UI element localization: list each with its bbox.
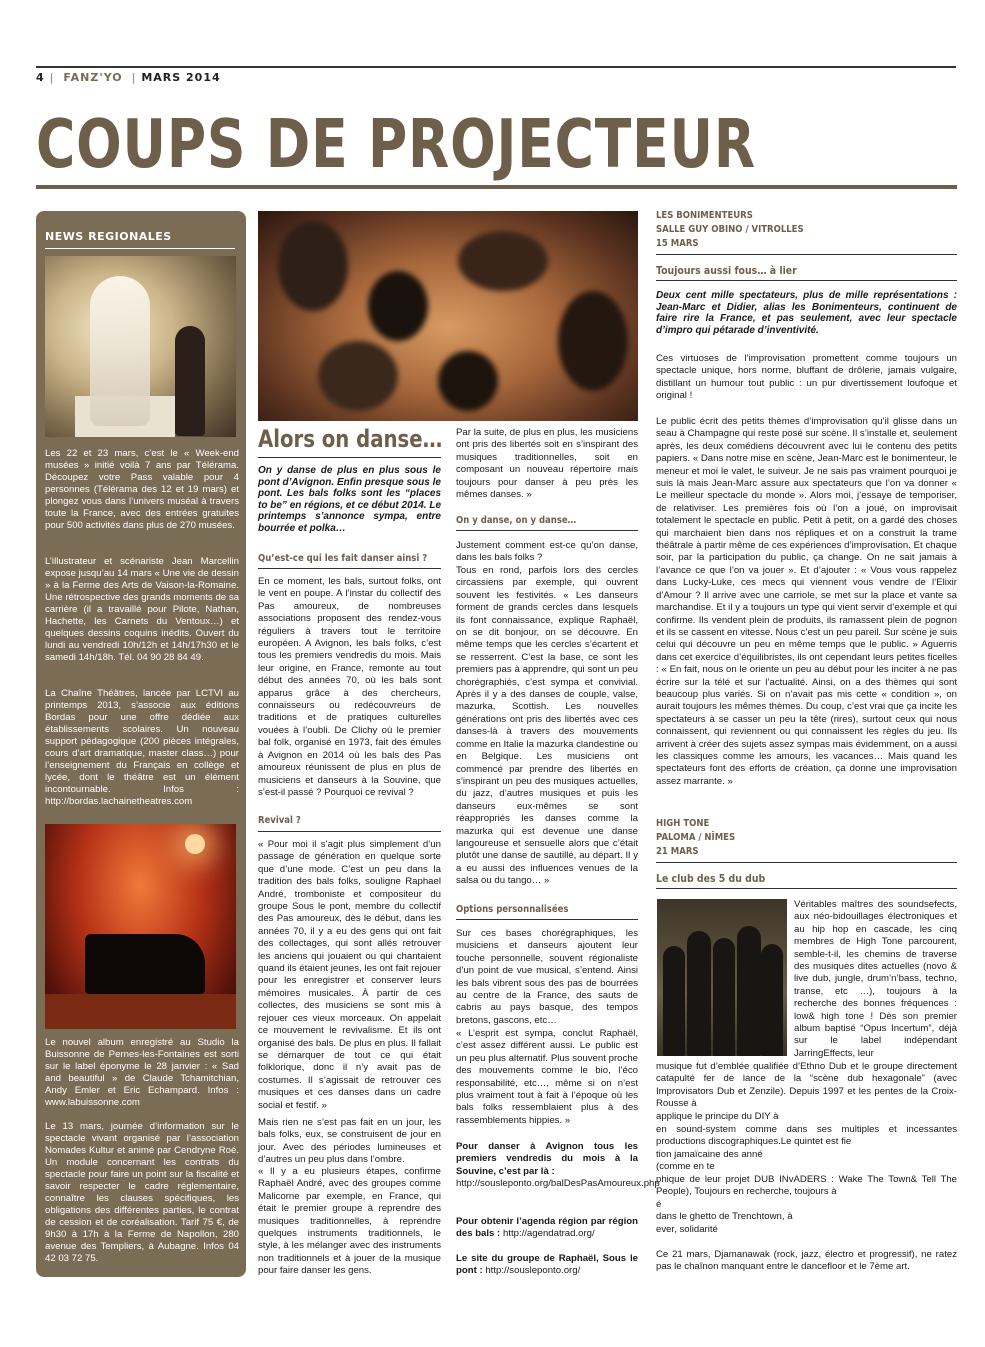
news-item-4: Le nouvel album enregistré au Studio la Buissonne de Pernes-les-Fontaines est sorti sur le label éponyme le 28 janvier : « Sad and beautiful » de Claude Tchamitchian, Andy Emler et Eric Echampard. Infos : www.labuissonne.com: [45, 1037, 239, 1108]
danse-body-2b: Mais rien ne s’est pas fait en un jour, les bals folks, eux, se construisent de jour en jour. Avec des périodes lumineuses et d’autres un peu plus dans l’ombre.: [258, 1117, 441, 1166]
boni-kicker-1: LES BONIMENTEURS: [656, 210, 753, 221]
info-avignon-link[interactable]: http://sousleponto.org/balDesPasAmoureux.php: [456, 1178, 660, 1190]
issue-date: MARS 2014: [141, 71, 221, 84]
danse-sub-3: On y danse, on y danse…: [456, 515, 577, 526]
title-rule: [36, 185, 957, 189]
news-item-1: Les 22 et 23 mars, c’est le « Week-end musées » initié voilà 7 ans par Télérama. Découpez votre Pass valable pour 4 personnes (Télérama des 12 et 19 mars) et plongez vous dans l’univers muséal à travers toute la France, avec des entrées gratuites pour 500 activités dans plus de 270 musées.: [45, 448, 239, 531]
info-avignon: Pour danser à Avignon tous les premiers vendredis du mois à la Souvine, c’est par là : http://sousleponto.org/balDesPasAmoureux.php: [456, 1141, 660, 1190]
boni-kicker-2: SALLE GUY OBINO / VITROLLES: [656, 224, 804, 235]
danse-col3-b: Justement comment est-ce qu’on danse, dans les bals folks ?: [456, 540, 638, 564]
hightone-kicker-3: 21 MARS: [656, 846, 699, 857]
danse-body-2c: « Il y a eu plusieurs étapes, confirme Raphaël André, avec des groupes comme Malicorne par exemple, en France, qui était le premier groupe à reprendre des musiques traditionnelles, à reprendre quelques instruments traditionnels, le style, à les mélanger avec des instruments non traditionnels et à jouer de la musique pour faire danser les gens.: [258, 1166, 441, 1277]
danse-col3-d: Sur ces bases chorégraphiques, les musiciens et danseurs ajoutent leur touche personnelle, souvent régionaliste d’un point de vue musical, s’entend. Ainsi les bals vibrent sous des pas de bourrées au centre de la France, des sauts de cabris au pays basque, des tempos bretons, gascons, etc…: [456, 928, 638, 1026]
page-header: 4 | FANZ'YO | MARS 2014: [36, 71, 221, 84]
hightone-fragment: ever, solidarité: [656, 1224, 718, 1235]
news-heading: NEWS REGIONALES: [45, 230, 172, 243]
hightone-full-text: musique fut d’emblée qualifiée d’Ethno Dub et le groupe directement catapulté fer de lance de la “scène dub hexagonale” (avec Improvisators Dub et Zenzile). Depuis 1997 et les pentes de la Croix-Rousse à: [656, 1061, 957, 1110]
hightone-side-text: Véritables maîtres des soundsefects, aux néo-bidouillages électroniques et au hip hop en cascade, les cinq membres de High Tone parcourent, semble-t-il, les chemins de traverse des musiques dites actuelles (novo & live dub, jungle, drum’n’bass, techno, transe, etc …), toujours à la recherche des bonnes fréquences : low& high tone ! Dès son premier album baptisé “Opus Incertum”, déjà sur le label indépendant JarringEffects, leur: [794, 899, 957, 1059]
news-item-3: La Chaîne Théâtres, lancée par LCTVI au printemps 2013, s’associe aux éditions Bordas pour une offre dédiée aux établissements scolaires. Un nouveau support pédagogique (200 pièces intégrales, cours d’art dramatique, master class…) pour l’enseignement du Français en collège et lycée, dont le théâtre est un élément incontournable. Infos : http://bordas.lachainetheatres.com: [45, 688, 239, 807]
info-sous-le-pont: Le site du groupe de Raphaël, Sous le pont : http://sousleponto.org/: [456, 1253, 638, 1277]
hightone-fragment: en sound-system comme dans ses multiples et incessantes productions discographiques.Le quintet est fie: [656, 1124, 957, 1148]
hightone-kicker-1: HIGH TONE: [656, 818, 710, 829]
page-number: 4: [36, 71, 45, 84]
danse-sub-1: Qu’est-ce qui les fait danser ainsi ?: [258, 553, 428, 564]
danse-title: Alors on danse…: [258, 425, 443, 453]
boni-lead: Deux cent mille spectateurs, plus de mille représentations : Jean-Marc et Didier, alias les Bonimenteurs, continuent de faire rire la France, et pas seulement, avec leur spectacle d’impro qui pétarade d’inventivité.: [656, 290, 957, 336]
section-title: COUPS DE PROJECTEUR: [36, 105, 756, 183]
sub-rule: [456, 530, 638, 531]
boni-p2: Le public écrit des petits thèmes d’improvisation qu’il glisse dans un seau à Champagne qui reste posé sur scène. Il s’installe et, seulement après, les deux comédiens découvrent avec lui le contenu des petits papiers. « Dans notre mise en scène, Jean-Marc est le bonimenteur, le meneur et moi le valet, le suiveur. Je ne sais pas vraiment pourquoi je suis là mais Jean-Marc assure aux spectateurs que l’on va donner « Le meilleur spectacle du monde ». Alors moi, j’essaye de temporiser, de relativiser. Les premières fois où l’on a joué, on improvisait totalement le spectacle en public. Petit à petit, on a gardé des choses qui marchaient bien dans nos répliques et on a construit la trame théâtrale à partir même de ces expériences d’improvisation. Et chaque soir, par la participation du public, ça change. On ne sait jamais à l’avance ce que l’on va jouer ». Et d’ajouter : « Vous vous rappelez dans Lucky-Luke, ces mecs qui viennent vous vendre de l’Elixir d’Amour ? Il arrive avec une carriole, se met sur la place et vante sa marchandise. Et il y a toujours un type qui vient servir d’exemple et qui confirme. Ils vendent plein de produits, ils ramassent plein de pognon et ils se cassent en vitesse. Nous c’est un peu pareil. Sur scène je suis celui qui découvre un peu en même temps que le public. » Aguerris dans cet exercice d’équilibristes, ils ont cependant leurs petites ficelles : « En fait, nous on le oriente un peu au début pour les inciter à ne pas écrire sur la télé et sur l’actualité. Ainsi, on a des thèmes qui sont beaucoup plus variés. Si on n’avait pas mis cette « condition », on aurait toujours les mêmes thèmes. Du coup, c’est vrai que ça incite les spectateurs à se casser un peu la tête (rires), surtout ceux qui nous connaissent, qui reviennent ou qui connaissent les règles du jeu. Ils arrivent à créer des sujets assez sympas mais évidemment, on a aussi les classiques comme les amours, les vacances… Mais quand les spectateurs font des efforts de création, ça donne une improvisation assez marrante. »: [656, 416, 957, 787]
band-photo: [657, 899, 787, 1056]
news-item-2: L’illustrateur et scénariste Jean Marcellin expose jusqu’au 14 mars « Une vie de dessin » à la Ferme des Arts de Vaison-la-Romaine. Une rétrospective des grands moments de sa carrière (il a travaillé pour Pilote, Nathan, Hachette, les Carnets du Ventoux…) et quelques dessins coquins inédits. Ouvert du lundi au vendredi 10h/12h et 14h/17h30 et le samedi 14h/18h. Tél. 04 90 28 84 49.: [45, 556, 239, 663]
danse-col3-c: Tous en rond, parfois lors des cercles circassiens par exemple, qui ouvrent souvent les festivités. « Les danseurs forment de grands cercles dans lesquels ils font connaissance, explique Raphaël, on se dit bonjour, on se découvre. En même temps que les cercles s’écartent et se resserrent. C’est la base, ce sont les premiers pas à apprendre, qui sont un peu chorégraphiés, c’est sympa et convivial. Après il y a des danses de couple, valse, mazurka, Scottish. Les nouvelles générations ont pris des libertés avec ces danses-là à travers des mouvements comme en Italie la mazurka clandestine ou en Belgique. Les musiciens ont commencé par prendre des libertés en s’inspirant un peu des musiques actuelles, du jazz, d’autres musiques et puis les danseurs eux-mêmes se sont réappropriés les danses comme la mazurka qui est devenue une danse langoureuse et sensuelle alors que c’était plutôt une danse de sautillé, au départ. Il y a eu aussi des influences venues de la salsa ou du tango… »: [456, 565, 638, 887]
hightone-subtitle: Le club des 5 du dub: [656, 872, 766, 885]
hightone-fragment: (comme en te: [656, 1161, 715, 1172]
hightone-rule: [656, 862, 957, 863]
danse-sub-4: Options personnalisées: [456, 904, 569, 915]
boni-rule: [656, 280, 957, 281]
news-item-5: Le 13 mars, journée d’information sur le spectacle vivant organisé par l’association Nomades Kultur et animé par Cendryne Roé. Un module concernant les contrats du spectacle pour faire un point sur la fiscalité et savoir respecter le cadre réglementaire, connaître les clauses spécifiques, les obligations des différentes parties, le contrat de cession et de coréalisation. Tarif 75 €, de 9h30 à 17h à la Ferme de Napollon, 280 avenue des Templiers, à Aubagne. Infos 04 42 03 72 75.: [45, 1121, 239, 1264]
hightone-kicker-2: PALOMA / NÎMES: [656, 832, 736, 843]
hightone-fragment: dans le ghetto de Trenchtown, à: [656, 1211, 793, 1222]
info-agenda: Pour obtenir l’agenda région par région des bals : http://agendatrad.org/: [456, 1216, 638, 1240]
danse-col3-a: Par la suite, de plus en plus, les musiciens ont pris des libertés soit en s’inspirant des musiques traditionnelles, soit en composant un nouveau répertoire mais toujours pour danser à peu près les mêmes danses. »: [456, 427, 638, 501]
magazine-name: FANZ'YO: [63, 71, 123, 84]
hightone-fragment: applique le principe du DIY à: [656, 1111, 779, 1122]
dance-photo: [258, 211, 638, 421]
museum-photo: [45, 256, 236, 437]
danse-body-1: En ce moment, les bals, surtout folks, ont le vent en poupe. A l’instar du collectif des Pas amoureux, de nombreuses associations proposent des rendez-vous réguliers à travers tout le territoire européen. A Avignon, les bals folks, c’est tous les premiers vendredis du mois. Mais leur origine, en France, remonte au tout début des années 70, où les bals sont apparus grâce à des chercheurs, connaisseurs ou redécouvreurs de traditions et de pratiques culturelles vouées à l’oubli. De Clichy où le premier bal folk, organisé en 1973, fait des émules à Avignon en 2014 où les bals des Pas amoureux réunissent de plus en plus de musiciens et danseurs à la Souvine, que s’est-il passé ? Pourquoi ce revival ?: [258, 576, 441, 798]
danse-col3-e: « L’esprit est sympa, conclut Raphaël, c’est assez différent aussi. Le public est un peu plus alternatif. Plus souvent proche des mouvements comme le bio, l’éco responsabilité, etc…, même si on n’est plus vraiment tout à fait à l’époque où les bals folks ressemblaient plus à des rassemblements hippies. »: [456, 1028, 638, 1126]
news-rule: [45, 248, 235, 249]
info-sous-le-pont-link[interactable]: http://sousleponto.org/: [485, 1265, 581, 1277]
hightone-closing: Ce 21 mars, Djamanawak (rock, jazz, électro et progressif), ne ratez pas le chaînon manquant entre le dancefloor et le 7ème art.: [656, 1249, 957, 1273]
hightone-fragment: é: [656, 1199, 662, 1210]
boni-kicker-3: 15 MARS: [656, 238, 699, 249]
boni-p1: Ces virtuoses de l’improvisation promettent comme toujours un spectacle unique, hors norme, bluffant de drôlerie, jamais vulgaire, distillant un humour tout public : un pur divertissement loufoque et original !: [656, 353, 957, 402]
boni-subtitle: Toujours aussi fous… à lier: [656, 264, 797, 277]
danse-body-2: « Pour moi il s’agit plus simplement d’un passage de génération en quelque sorte que d’une mode. C’est un peu dans la tradition des bals folks, souligne Raphael André, tromboniste et compositeur du groupe Sous le pont, membre du collectif des Pas amoureux, dès le début, dans les années 70, il y a eu des gens qui ont fait des collectages, qui sont allés retrouver les anciens qui jouaient ou qui chantaient quand ils étaient jeunes, les ont fait rejouer pour les enregistrer et conserver leurs mémoires musicales. À partir de ces collectes, des musiciens se sont mis à rejouer ces vieux morceaux. On appelait ce mouvement le revivalisme. Et ils ont organisé des bals. De plus en plus. Il fallait se démarquer de tout ce qui était folklorique, donc il n’y avait pas de costumes. Il s’agissait de retrouver ces musiques et ces danses dans un cadre social et festif. »: [258, 839, 441, 1111]
studio-photo: [45, 824, 236, 1029]
sub-rule: [456, 919, 638, 920]
hightone-fragment: phique de leur projet DUB INvADERS : Wake The Town& Tell The People), Toujours en recherche, toujours à: [656, 1174, 957, 1198]
sub-rule: [258, 831, 441, 832]
info-agenda-link[interactable]: http://agendatrad.org/: [502, 1228, 595, 1240]
top-rule: [36, 66, 956, 68]
sub-rule: [258, 568, 441, 569]
danse-lead: On y danse de plus en plus sous le pont d’Avignon. Enfin presque sous le pont. Les bals folks sont les “places to be” en régions, et ce début 2014. Le printemps s’annonce sympa, entre bourrée et polka…: [258, 465, 441, 534]
boni-rule: [656, 254, 957, 255]
danse-sub-2: Revival ?: [258, 815, 301, 826]
danse-title-rule: [258, 457, 441, 458]
hightone-fragment: tion jamaïcaine des anné: [656, 1149, 763, 1160]
hightone-rule: [656, 888, 957, 889]
